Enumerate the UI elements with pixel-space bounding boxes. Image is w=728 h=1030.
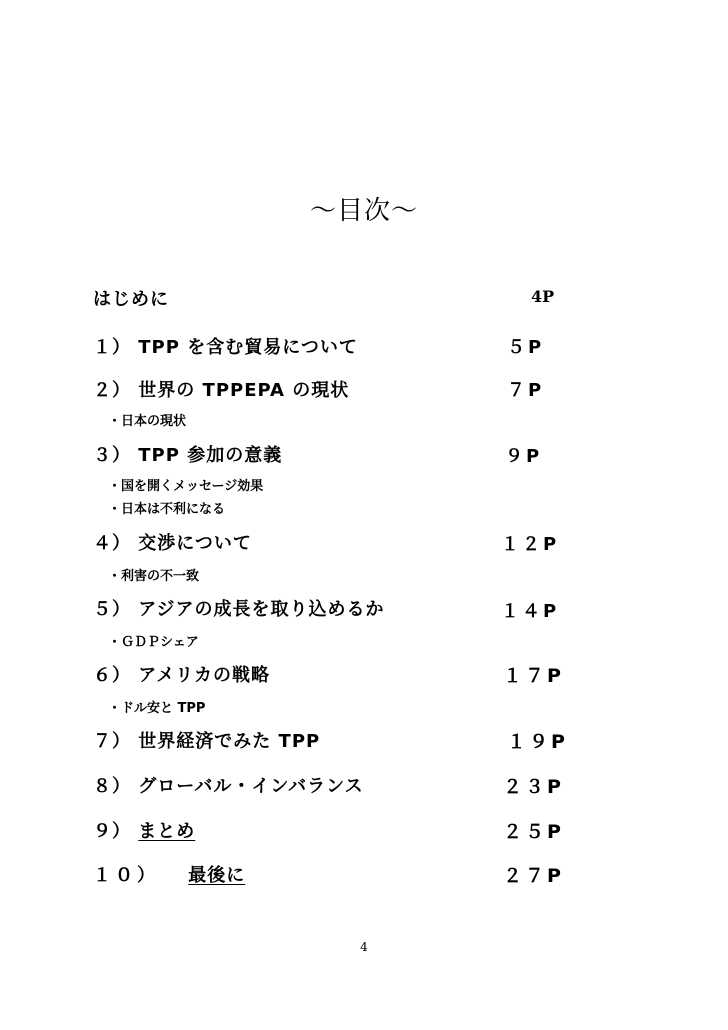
- toc-label: アジアの成長を取り込めるか: [138, 599, 385, 620]
- toc-entry-1: [93, 333, 358, 359]
- toc-subitem: ・日本の現状: [108, 414, 187, 429]
- toc-label: 交渉について: [138, 533, 252, 554]
- toc-number: ８）: [93, 776, 131, 797]
- toc-subitem: ・利害の不一致: [108, 569, 200, 584]
- toc-subitem: ・ＧＤＰシェア: [108, 635, 199, 650]
- toc-page-intro: 4P: [531, 287, 555, 306]
- toc-label: 世界経済でみた TPP: [138, 731, 321, 752]
- toc-subitem: ・日本は不利になる: [108, 502, 226, 517]
- toc-page-10: ２７P: [503, 865, 564, 887]
- toc-number: ３）: [93, 445, 131, 466]
- toc-entry-6: [93, 661, 270, 687]
- toc-label: アメリカの戦略: [138, 665, 271, 686]
- toc-label: まとめ: [138, 821, 196, 842]
- toc-page-7: １９P: [507, 731, 568, 753]
- toc-entry-4: [93, 529, 252, 555]
- toc-subitem: ・国を開くメッセージ効果: [108, 479, 264, 494]
- toc-page-4: １２P: [501, 534, 560, 555]
- toc-page-8: ２３P: [503, 776, 564, 798]
- toc-entry-5: [93, 595, 385, 621]
- toc-subitem: ・ドル安と TPP: [108, 701, 206, 716]
- toc-label: グローバル・インバランス: [138, 776, 364, 797]
- toc-number: ６）: [93, 665, 131, 686]
- toc-entry-3: [93, 441, 282, 467]
- toc-page-3: ９P: [505, 446, 543, 467]
- toc-entry-10: [93, 861, 245, 887]
- toc-number: ９）: [93, 821, 131, 842]
- toc-number: １０）: [93, 865, 159, 886]
- toc-page-1: ５P: [507, 337, 545, 358]
- page-number: 4: [360, 940, 368, 954]
- toc-entry-9: [93, 817, 195, 843]
- toc-number: ４）: [93, 533, 131, 554]
- toc-entry-2: [93, 376, 349, 402]
- page-title: ～目次～: [309, 196, 418, 226]
- toc-page-6: １７P: [503, 665, 564, 687]
- toc-page-5: １４P: [501, 601, 560, 622]
- toc-label: TPP を含む貿易について: [138, 337, 358, 358]
- toc-label: 世界の TPPEPA の現状: [138, 380, 350, 401]
- toc-entry-intro: はじめに: [93, 289, 169, 310]
- toc-label: 最後に: [188, 865, 246, 886]
- toc-entry-7: [93, 727, 320, 753]
- toc-number: １）: [93, 337, 131, 358]
- toc-page-2: ７P: [507, 380, 545, 401]
- toc-page-9: ２５P: [503, 821, 564, 843]
- toc-label: TPP 参加の意義: [138, 445, 283, 466]
- toc-number: ７）: [93, 731, 131, 752]
- toc-number: ２）: [93, 380, 131, 401]
- toc-entry-8: [93, 772, 364, 798]
- toc-number: ５）: [93, 599, 131, 620]
